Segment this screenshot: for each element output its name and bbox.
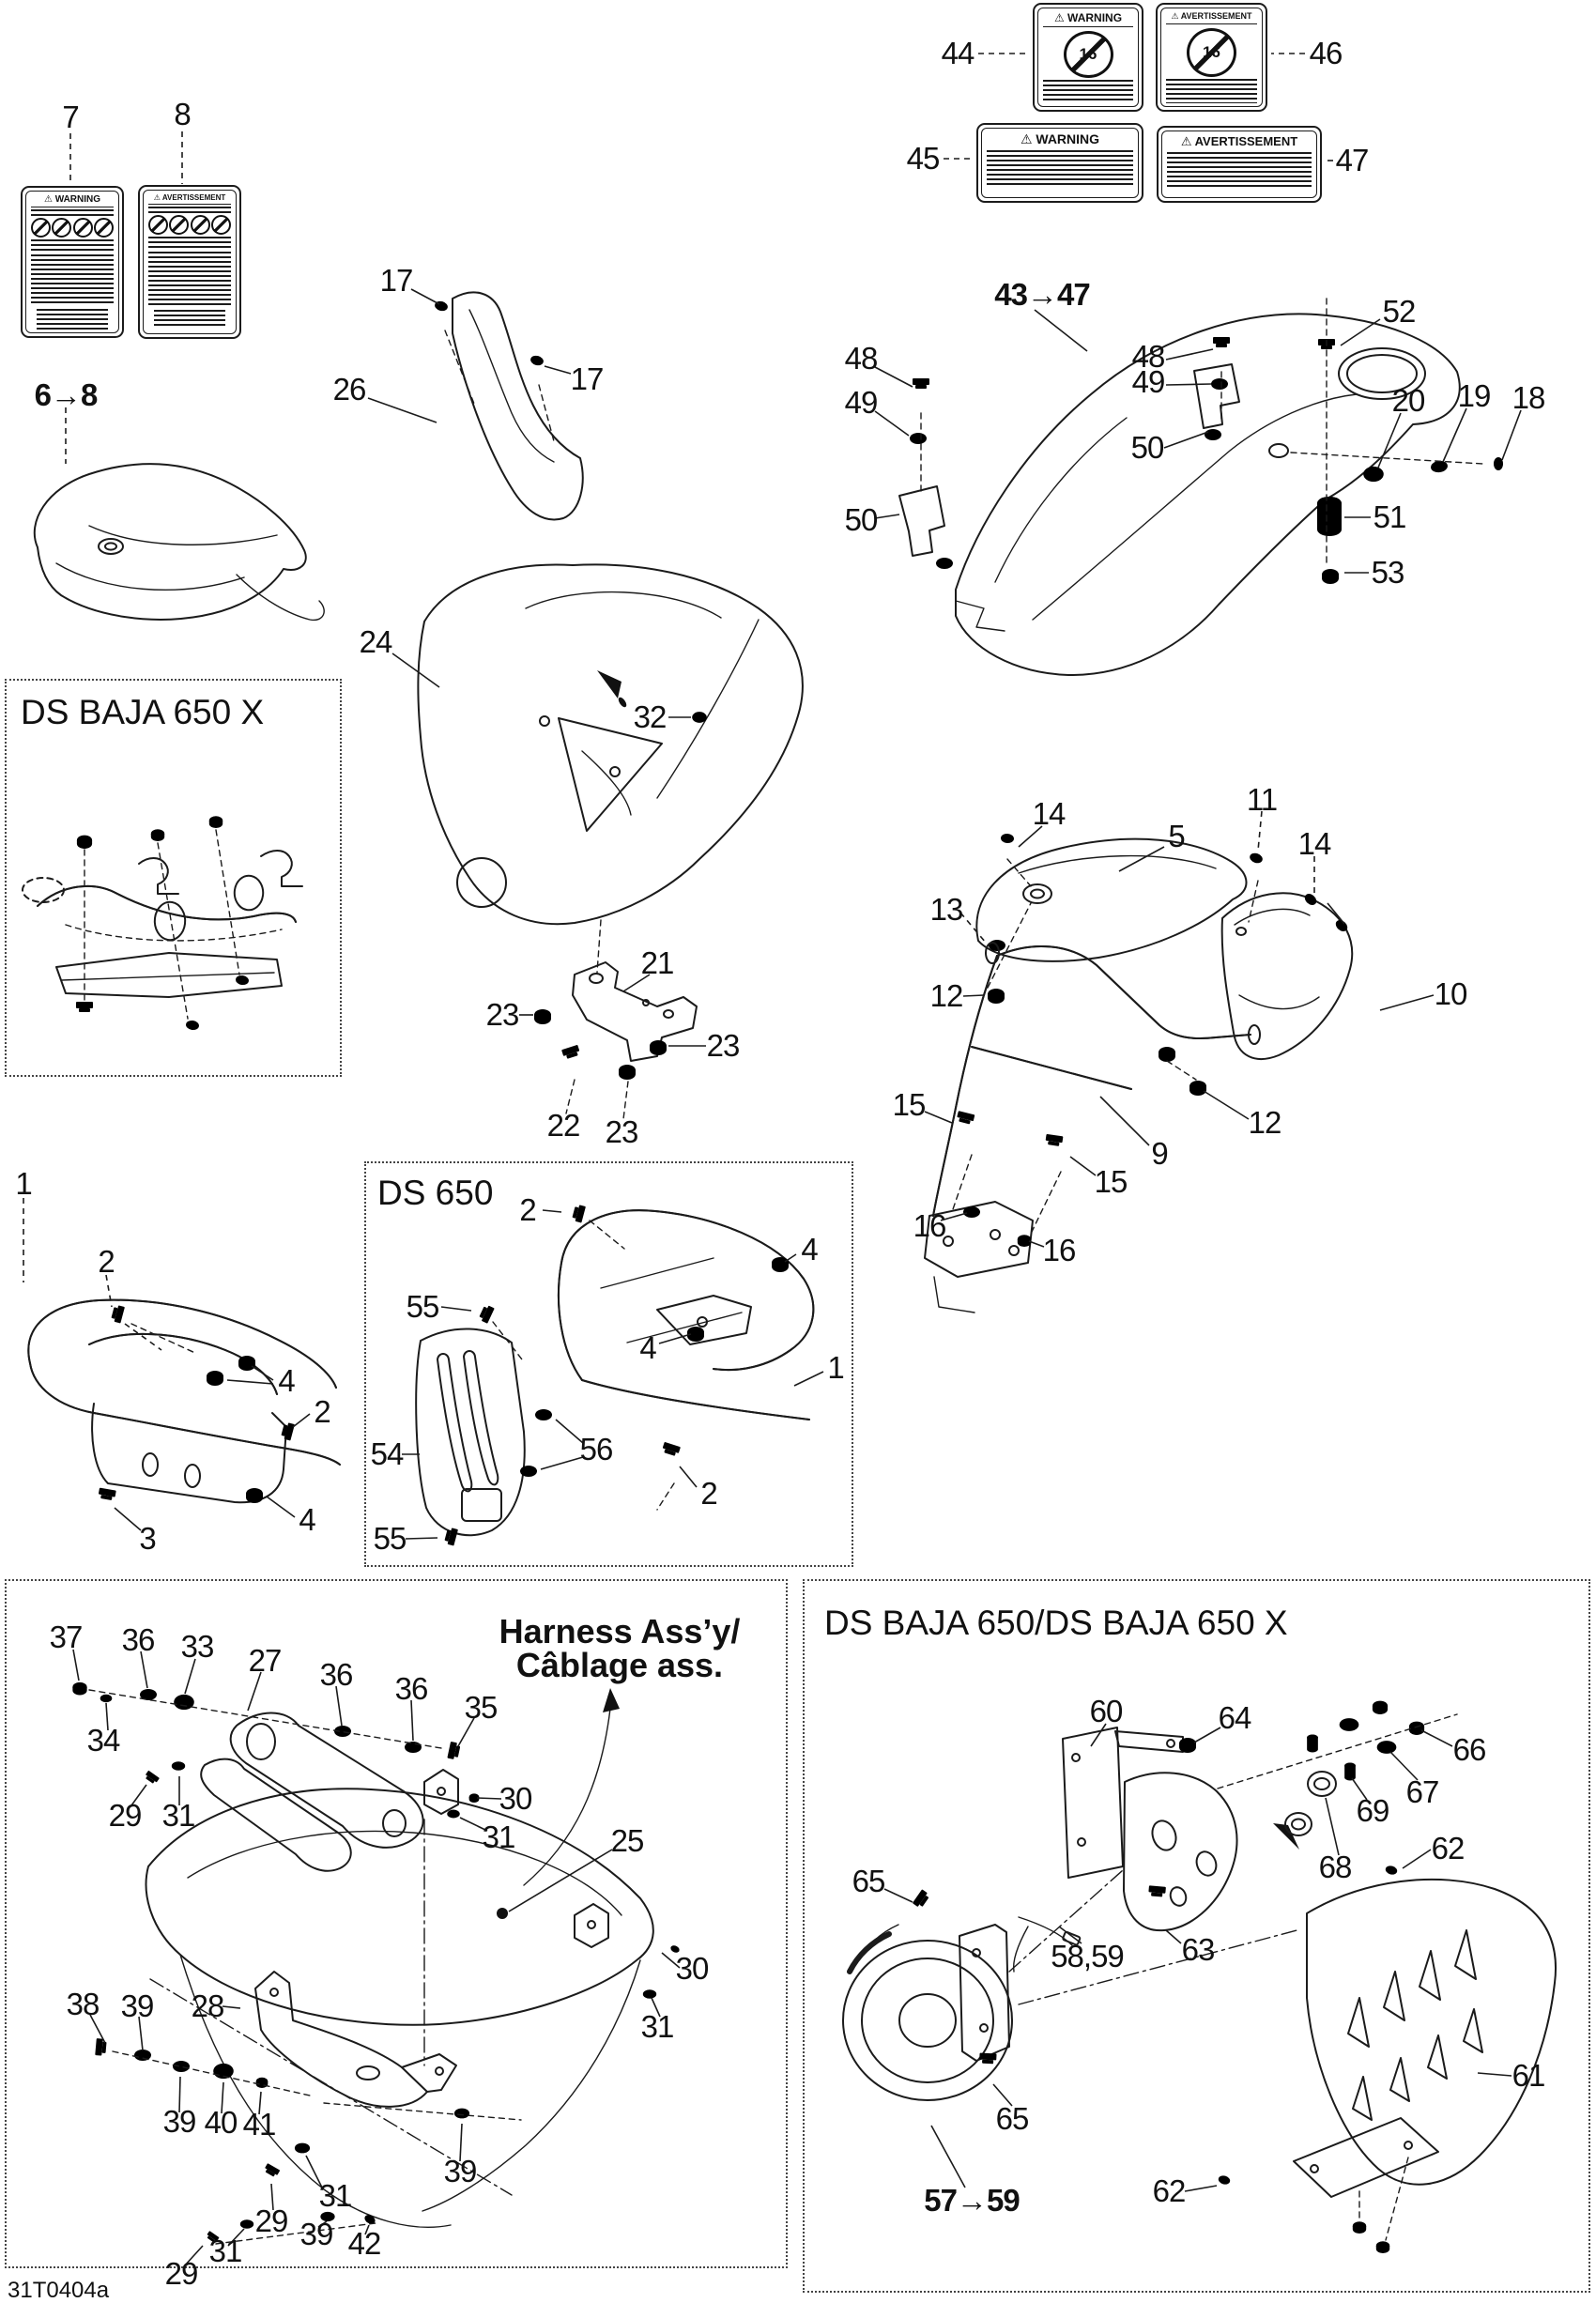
callout-65: 65 <box>995 2101 1029 2136</box>
callout-52: 52 <box>1382 294 1416 329</box>
callout-69: 69 <box>1356 1793 1389 1828</box>
callout-8: 8 <box>174 97 191 131</box>
callout-46: 46 <box>1309 36 1343 70</box>
callout-39: 39 <box>443 2154 477 2188</box>
callout-6-8: 6→8 <box>34 377 98 412</box>
front-fascia-part <box>418 564 803 924</box>
warning-decal-46-header: ⚠ AVERTISSEMENT <box>1171 11 1252 21</box>
side-panel-part <box>1222 852 1353 1059</box>
callout-22: 22 <box>546 1108 580 1143</box>
callout-37: 37 <box>49 1620 83 1654</box>
callout-45: 45 <box>906 141 940 176</box>
callout-25: 25 <box>610 1823 644 1858</box>
box-title-ds-650: DS 650 <box>377 1174 494 1212</box>
callout-62: 62 <box>1431 1831 1465 1865</box>
callout-21: 21 <box>640 945 674 980</box>
prohibition-icon <box>211 215 231 235</box>
callout-55: 55 <box>406 1289 439 1324</box>
callout-10: 10 <box>1434 976 1467 1011</box>
callout-50: 50 <box>844 502 878 537</box>
warning-decal-45 <box>976 123 1143 203</box>
callout-58-59: 58,59 <box>1051 1939 1124 1973</box>
box-ds-baja-650-x <box>5 679 342 1077</box>
callout-4: 4 <box>278 1363 295 1398</box>
box-title-ds-baja-650-x: DS BAJA 650 X <box>21 693 265 731</box>
warning-decal-7 <box>21 186 124 338</box>
callout-39: 39 <box>162 2104 196 2139</box>
callout-2: 2 <box>314 1394 330 1429</box>
callout-20: 20 <box>1391 383 1425 418</box>
callout-3: 3 <box>139 1521 156 1556</box>
callout-1: 1 <box>827 1350 844 1385</box>
callout-48: 48 <box>844 341 878 376</box>
callout-65: 65 <box>852 1864 885 1898</box>
callout-43-47: 43→47 <box>994 277 1090 312</box>
callout-50: 50 <box>1130 430 1164 465</box>
callout-53: 53 <box>1371 555 1404 590</box>
callout-18: 18 <box>1512 380 1545 415</box>
callout-66: 66 <box>1452 1732 1486 1767</box>
drawing-code: 31T0404a <box>8 2278 110 2303</box>
callout-47: 47 <box>1335 143 1369 177</box>
callout-14: 14 <box>1297 826 1331 861</box>
callout-31: 31 <box>482 1819 515 1854</box>
callout-55: 55 <box>373 1521 407 1556</box>
callout-12: 12 <box>1248 1105 1281 1140</box>
callout-49: 49 <box>844 385 878 420</box>
callout-32: 32 <box>633 699 667 734</box>
callout-30: 30 <box>675 1951 709 1986</box>
callout-15: 15 <box>892 1087 926 1122</box>
prohibition-icon <box>94 218 114 238</box>
callout-49: 49 <box>1131 364 1165 399</box>
age-restriction-icon: 16 <box>1187 28 1236 77</box>
callout-13: 13 <box>929 892 963 927</box>
callout-16: 16 <box>1042 1233 1076 1267</box>
callout-68: 68 <box>1318 1850 1352 1884</box>
box-ds-650 <box>364 1161 853 1567</box>
prohibition-icon <box>169 215 189 235</box>
warning-decal-46 <box>1156 3 1267 112</box>
callout-5: 5 <box>1168 819 1185 853</box>
callout-11: 11 <box>1246 782 1278 817</box>
fender-frame-part <box>925 943 1260 1313</box>
warning-decal-45-header: ⚠ WARNING <box>1020 131 1100 146</box>
callout-4: 4 <box>639 1330 656 1365</box>
callout-64: 64 <box>1218 1700 1251 1735</box>
callout-2: 2 <box>519 1192 536 1227</box>
callout-60: 60 <box>1089 1694 1123 1728</box>
warning-decal-8 <box>138 185 241 339</box>
callout-36: 36 <box>319 1657 353 1692</box>
warning-decal-44-header: ⚠ WARNING <box>1053 11 1123 24</box>
callout-33: 33 <box>180 1629 214 1664</box>
warning-decal-8-header: ⚠ AVERTISSEMENT <box>153 193 226 202</box>
callout-57-59: 57→59 <box>924 2183 1020 2218</box>
warning-decal-47 <box>1157 126 1322 203</box>
callout-62: 62 <box>1152 2173 1186 2208</box>
front-fender-part <box>976 833 1246 1004</box>
seat-part <box>35 464 324 620</box>
callout-7: 7 <box>62 100 79 134</box>
callout-39: 39 <box>299 2217 333 2251</box>
warning-decal-47-header: ⚠ AVERTISSEMENT <box>1180 134 1298 148</box>
callout-38: 38 <box>66 1987 100 2021</box>
callout-17: 17 <box>570 361 604 396</box>
callout-2: 2 <box>98 1244 115 1279</box>
prohibition-icon <box>52 218 71 238</box>
callout-14: 14 <box>1032 796 1066 831</box>
callout-30: 30 <box>499 1781 532 1816</box>
callout-4: 4 <box>299 1502 315 1537</box>
callout-23: 23 <box>485 997 519 1032</box>
callout-42: 42 <box>347 2226 381 2261</box>
box-title-ds-baja-combo: DS BAJA 650/DS BAJA 650 X <box>824 1604 1288 1642</box>
callout-31: 31 <box>161 1798 195 1833</box>
callout-31: 31 <box>208 2234 242 2268</box>
callout-31: 31 <box>318 2178 352 2213</box>
callout-12: 12 <box>929 978 963 1013</box>
callout-29: 29 <box>108 1798 142 1833</box>
callout-44: 44 <box>941 36 974 70</box>
prohibition-icon <box>31 218 51 238</box>
callout-36: 36 <box>394 1671 428 1706</box>
callout-29: 29 <box>254 2203 288 2238</box>
warning-decal-44 <box>1033 3 1143 112</box>
callout-40: 40 <box>204 2105 238 2140</box>
callout-24: 24 <box>359 624 392 659</box>
fender-fasteners-left <box>899 378 953 569</box>
callout-29: 29 <box>164 2256 198 2291</box>
callout-48: 48 <box>1131 339 1165 374</box>
callout-16: 16 <box>913 1208 946 1243</box>
prohibition-icon <box>73 218 93 238</box>
cowl-part <box>429 292 583 519</box>
callout-15: 15 <box>1094 1164 1128 1199</box>
callout-41: 41 <box>242 2107 276 2142</box>
prohibition-icon <box>148 215 168 235</box>
callout-27: 27 <box>248 1643 282 1678</box>
callout-31: 31 <box>640 2009 674 2044</box>
callout-35: 35 <box>464 1690 498 1725</box>
callout-34: 34 <box>86 1723 120 1758</box>
callout-36: 36 <box>121 1622 155 1657</box>
tank-hardware <box>1291 299 1521 584</box>
callout-2: 2 <box>700 1476 717 1511</box>
callout-23: 23 <box>605 1114 638 1149</box>
callout-56: 56 <box>579 1432 613 1466</box>
callout-63: 63 <box>1181 1932 1215 1967</box>
callout-61: 61 <box>1512 2058 1545 2093</box>
front-bumper-part <box>28 1298 340 1553</box>
callout-26: 26 <box>332 372 366 407</box>
callout-9: 9 <box>1151 1136 1168 1171</box>
callout-67: 67 <box>1405 1774 1439 1809</box>
callout-17: 17 <box>379 263 413 298</box>
callout-28: 28 <box>191 1988 224 2023</box>
callout-39: 39 <box>120 1988 154 2023</box>
callout-19: 19 <box>1457 378 1491 413</box>
callout-54: 54 <box>370 1436 404 1471</box>
age-restriction-icon: 16 <box>1064 31 1113 78</box>
harness-assembly-label: Harness Ass’y/ Câblage ass. <box>499 1612 741 1684</box>
callout-51: 51 <box>1373 499 1406 534</box>
callout-4: 4 <box>801 1232 818 1267</box>
callout-1: 1 <box>15 1166 32 1201</box>
warning-decal-7-header: ⚠ WARNING <box>43 194 101 205</box>
callout-23: 23 <box>706 1028 740 1063</box>
prohibition-icon <box>191 215 210 235</box>
